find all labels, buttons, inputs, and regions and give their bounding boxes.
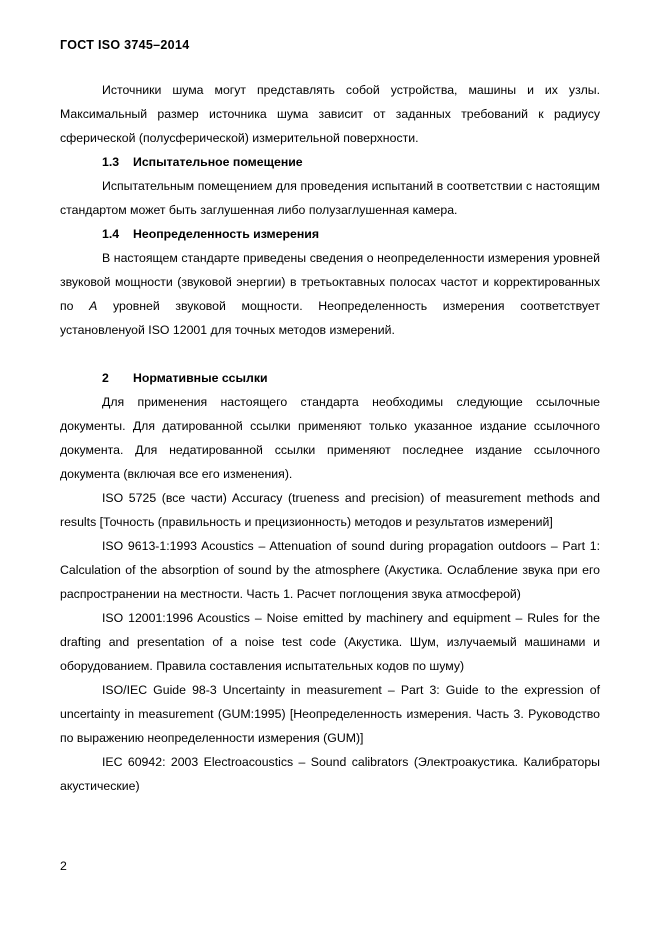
- reference-iec-60942: IEC 60942: 2003 Electroacoustics – Sound calibrators (Электроакустика. Калибраторы акустические): [60, 755, 600, 793]
- paragraph-section-1-4-text-before-variable: В настоящем стандарте приведены сведения о неопределенности измерения уровней звуковой мощности (звуковой энергии) в третьоктавных полосах частот и корректированных по: [60, 251, 600, 313]
- heading-section-2-number: 2: [102, 371, 109, 385]
- paragraph-section-1-3-body: Испытательным помещением для проведения испытаний в соответствии с настоящим стандартом может быть заглушенная либо полузаглушенная камера.: [60, 179, 600, 217]
- paragraph-section-2-body: Для применения настоящего стандарта необходимы следующие ссылочные документы. Для датированной ссылки применяют только указанное издание ссылочного документа. Для недатированной ссылки применяют последнее издание ссылочного документа (включая все его изменения).: [60, 395, 600, 481]
- section-spacer: [60, 342, 600, 366]
- heading-section-1-4-title: Неопределенность измерения: [133, 227, 319, 241]
- reference-iso-9613-1: ISO 9613-1:1993 Acoustics – Attenuation of sound during propagation outdoors – Part 1: Calculation of the absorption of sound by the atmosphere (Акустика. Ослабление звука при его распространении на местности. Часть 1. Расчет поглощения звука атмосферой): [60, 539, 600, 601]
- paragraph-section-1-4-body: [60, 246, 600, 342]
- reference-iso-5725: ISO 5725 (все части) Accuracy (trueness and precision) of measurement methods and results [Точность (правильность и прецизионность) методов и результатов измерений]: [60, 491, 600, 529]
- variable-a-italic: A: [89, 299, 98, 313]
- paragraph-section-1-4-text-after-variable: уровней звуковой мощности. Неопределенность измерения соответствует установленуой ISO 12001 для точных методов измерений.: [60, 299, 600, 337]
- heading-section-1-3-title: Испытательное помещение: [133, 155, 303, 169]
- reference-iso-12001: ISO 12001:1996 Acoustics – Noise emitted by machinery and equipment – Rules for the drafting and presentation of a noise test code (Акустика. Шум, излучаемый машинами и оборудованием. Правила составления испытательных кодов по шуму): [60, 611, 600, 673]
- heading-section-1-4-number: 1.4: [102, 227, 120, 241]
- document-header-standard-number: ГОСТ ISO 3745–2014: [60, 38, 190, 52]
- heading-section-1-4: [60, 222, 600, 246]
- heading-section-2: [60, 366, 600, 390]
- paragraph-intro: Источники шума могут представлять собой устройства, машины и их узлы. Максимальный размер источника шума зависит от заданных требований к радиусу сферической (полусферической) измерительной поверхности.: [60, 83, 600, 145]
- reference-iso-iec-guide-98-3: ISO/IEC Guide 98-3 Uncertainty in measurement – Part 3: Guide to the expression of uncertainty in measurement (GUM:1995) [Неопределенность измерения. Часть 3. Руководство по выражению неопределенности измерения (GUM)]: [60, 683, 600, 745]
- page-content: [60, 78, 600, 798]
- heading-section-2-title: Нормативные ссылки: [133, 371, 268, 385]
- heading-section-1-3-number: 1.3: [102, 155, 120, 169]
- heading-section-1-3: [60, 150, 600, 174]
- page-number: 2: [60, 859, 67, 873]
